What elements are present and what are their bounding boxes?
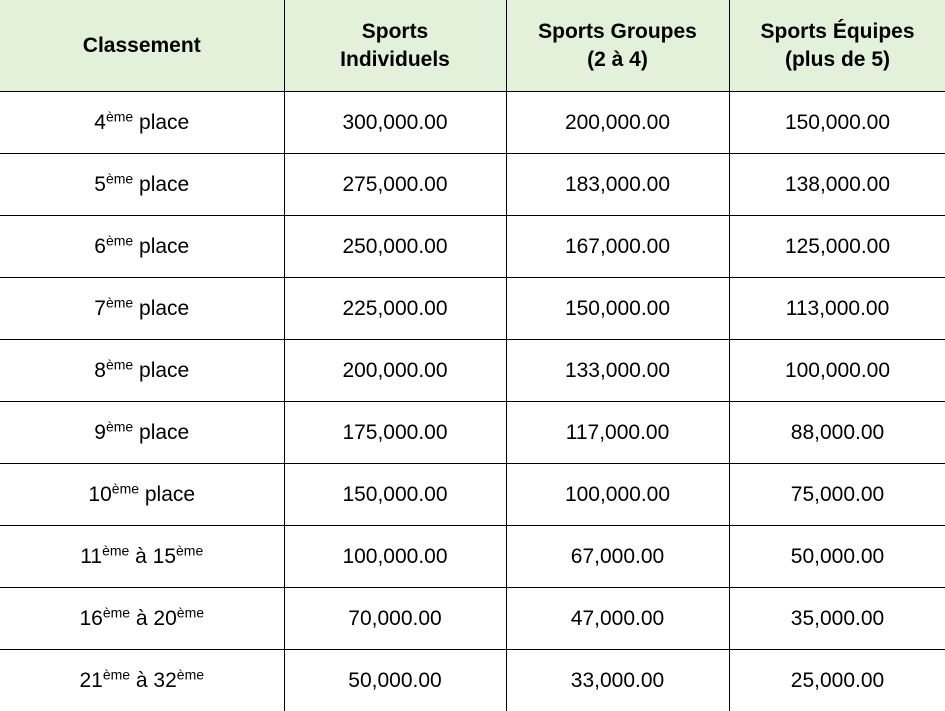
rank-suffix: ème <box>102 542 129 558</box>
rank-suffix: ème <box>103 666 130 682</box>
rank-join: place <box>133 297 189 320</box>
rank-join: à <box>130 669 153 692</box>
equipes-value: 125,000.00 <box>729 216 945 278</box>
rank-cell <box>0 526 284 588</box>
individuels-value: 100,000.00 <box>284 526 506 588</box>
table-row <box>0 216 945 278</box>
header-classement <box>0 0 284 92</box>
rank-join: à <box>130 607 153 630</box>
rank-suffix: ème <box>106 232 133 248</box>
table-row <box>0 588 945 650</box>
rank-number: 11 <box>80 545 102 568</box>
table-body <box>0 92 945 711</box>
table-row <box>0 154 945 216</box>
rank-number: 9 <box>94 421 106 444</box>
header-row <box>0 0 945 92</box>
rank-join: place <box>139 483 195 506</box>
equipes-value: 113,000.00 <box>729 278 945 340</box>
rank-cell <box>0 216 284 278</box>
rank-cell <box>0 402 284 464</box>
rank-number: 8 <box>94 359 106 382</box>
rank-cell <box>0 154 284 216</box>
rank-join: place <box>133 421 189 444</box>
table-row <box>0 526 945 588</box>
individuels-value: 275,000.00 <box>284 154 506 216</box>
groupes-value: 100,000.00 <box>506 464 729 526</box>
individuels-value: 150,000.00 <box>284 464 506 526</box>
rank-join: place <box>133 111 189 134</box>
rank-suffix: ème <box>103 604 130 620</box>
rank-join: place <box>133 359 189 382</box>
rank-number: 7 <box>94 297 106 320</box>
rank-number: 5 <box>94 173 106 196</box>
equipes-value: 75,000.00 <box>729 464 945 526</box>
rank-join: à <box>129 545 152 568</box>
individuels-value: 175,000.00 <box>284 402 506 464</box>
table-row <box>0 340 945 402</box>
individuels-value: 50,000.00 <box>284 650 506 711</box>
header-sports-groupes <box>506 0 729 92</box>
rank-number: 10 <box>88 483 111 506</box>
table-row <box>0 92 945 154</box>
rank-join: place <box>133 235 189 258</box>
equipes-value: 35,000.00 <box>729 588 945 650</box>
header-line: (2 à 4) <box>507 46 729 74</box>
rank-number: 16 <box>79 607 102 630</box>
equipes-value: 25,000.00 <box>729 650 945 711</box>
equipes-value: 88,000.00 <box>729 402 945 464</box>
table-row <box>0 650 945 711</box>
header-sports-individuels <box>284 0 506 92</box>
header-line: Classement <box>0 32 284 60</box>
rank-suffix: ème <box>112 480 139 496</box>
rank-number: 21 <box>79 669 102 692</box>
individuels-value: 200,000.00 <box>284 340 506 402</box>
groupes-value: 167,000.00 <box>506 216 729 278</box>
rank-cell <box>0 464 284 526</box>
rank-number-end: 20 <box>153 607 176 630</box>
equipes-value: 138,000.00 <box>729 154 945 216</box>
groupes-value: 200,000.00 <box>506 92 729 154</box>
individuels-value: 250,000.00 <box>284 216 506 278</box>
rank-cell <box>0 278 284 340</box>
table-row <box>0 402 945 464</box>
header-line: (plus de 5) <box>730 46 945 74</box>
rank-join: place <box>133 173 189 196</box>
individuels-value: 70,000.00 <box>284 588 506 650</box>
header-line: Sports Groupes <box>507 18 729 46</box>
header-sports-equipes <box>729 0 945 92</box>
rank-cell <box>0 650 284 711</box>
header-line: Sports <box>285 18 506 46</box>
rank-suffix: ème <box>106 294 133 310</box>
individuels-value: 225,000.00 <box>284 278 506 340</box>
rank-suffix: ème <box>106 170 133 186</box>
rank-number: 4 <box>94 111 106 134</box>
rank-number: 6 <box>94 235 106 258</box>
header-line: Sports Équipes <box>730 18 945 46</box>
rank-number-end: 15 <box>153 545 176 568</box>
equipes-value: 50,000.00 <box>729 526 945 588</box>
rank-suffix-end: ème <box>177 666 204 682</box>
groupes-value: 133,000.00 <box>506 340 729 402</box>
rank-suffix: ème <box>106 356 133 372</box>
rank-suffix-end: ème <box>176 542 203 558</box>
header-line: Individuels <box>285 46 506 74</box>
rank-cell <box>0 92 284 154</box>
groupes-value: 47,000.00 <box>506 588 729 650</box>
rank-suffix-end: ème <box>177 604 204 620</box>
table-row <box>0 278 945 340</box>
groupes-value: 33,000.00 <box>506 650 729 711</box>
rank-suffix: ème <box>106 418 133 434</box>
groupes-value: 117,000.00 <box>506 402 729 464</box>
rank-cell <box>0 340 284 402</box>
rank-number-end: 32 <box>153 669 176 692</box>
equipes-value: 100,000.00 <box>729 340 945 402</box>
individuels-value: 300,000.00 <box>284 92 506 154</box>
groupes-value: 183,000.00 <box>506 154 729 216</box>
rank-suffix: ème <box>106 108 133 124</box>
rank-cell <box>0 588 284 650</box>
groupes-value: 67,000.00 <box>506 526 729 588</box>
equipes-value: 150,000.00 <box>729 92 945 154</box>
groupes-value: 150,000.00 <box>506 278 729 340</box>
table-row <box>0 464 945 526</box>
